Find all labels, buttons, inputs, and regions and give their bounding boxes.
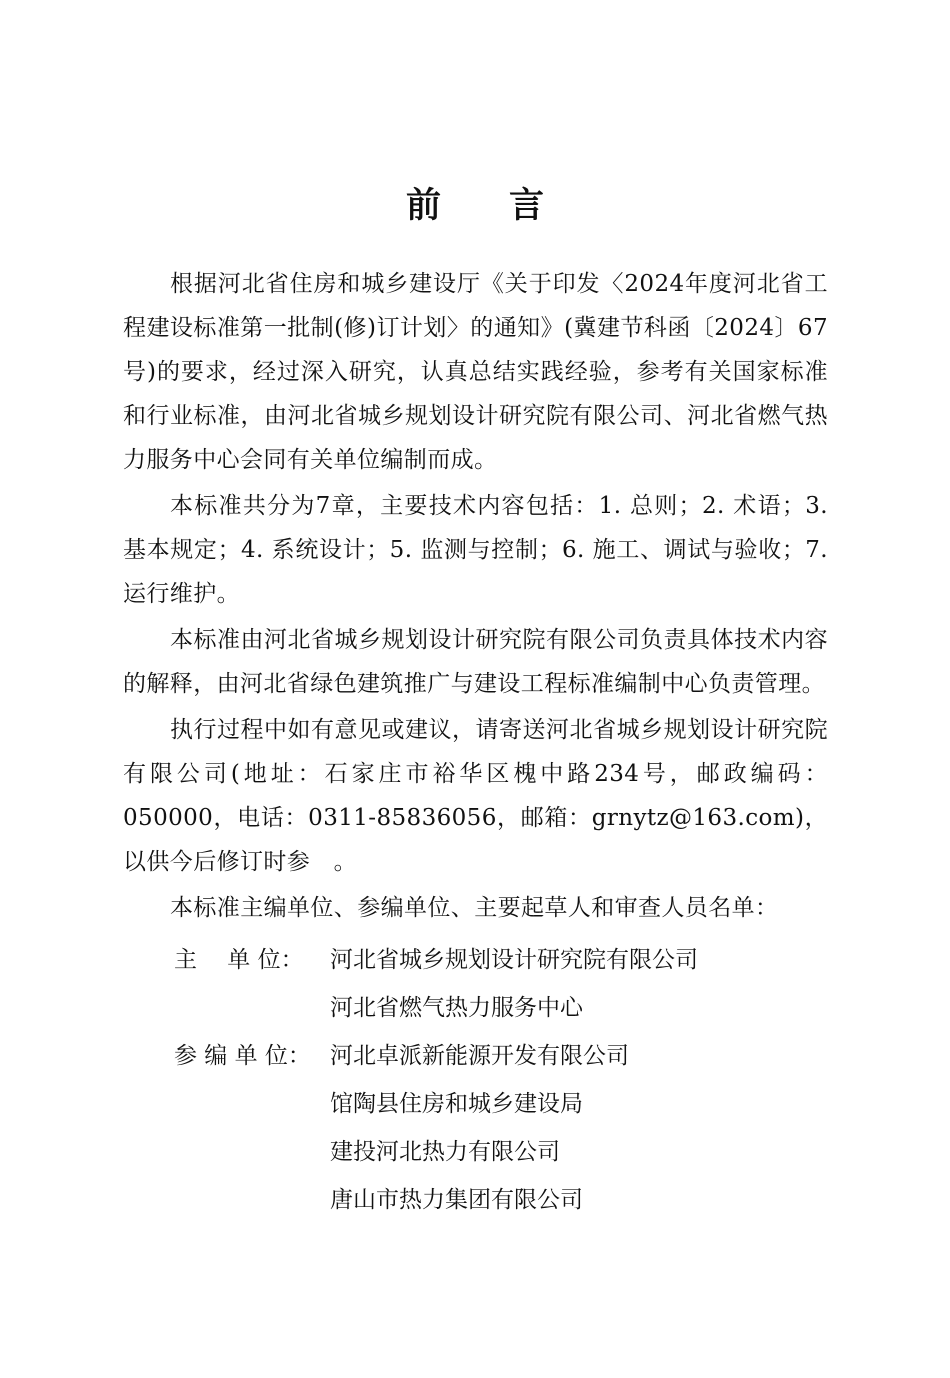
chief-units-values — [330, 936, 828, 1032]
participating-units-values — [330, 1032, 828, 1224]
participating-unit: 河北卓派新能源开发有限公司 — [330, 1043, 629, 1069]
chief-unit: 河北省燃气热力服务中心 — [330, 995, 583, 1021]
paragraph-interpretation: 本标准由河北省城乡规划设计研究院有限公司负责具体技术内容的解释，由河北省绿色建筑推广与建设工程标准编制中心负责管理。 — [123, 627, 828, 697]
participating-units-row — [123, 1032, 828, 1224]
participating-unit: 馆陶县住房和城乡建设局 — [330, 1091, 583, 1117]
chief-units-label: 主 单 位： — [174, 947, 304, 973]
paragraph-contents: 本标准共分为7章，主要技术内容包括：1. 总则；2. 术语；3. 基本规定；4. 系统设计；5. 监测与控制；6. 施工、调试与验收；7. 运行维护。 — [123, 493, 828, 607]
units-list — [123, 936, 828, 1224]
participating-unit: 建投河北热力有限公司 — [330, 1139, 560, 1165]
chief-unit: 河北省城乡规划设计研究院有限公司 — [330, 947, 698, 973]
paragraph-units-intro: 本标准主编单位、参编单位、主要起草人和审查人员名单： — [170, 895, 779, 921]
participating-unit: 唐山市热力集团有限公司 — [330, 1187, 583, 1213]
paragraph-background: 根据河北省住房和城乡建设厅《关于印发〈2024年度河北省工程建设标准第一批制(修)订计划〉的通知》(冀建节科函〔2024〕67号)的要求，经过深入研究，认真总结实践经验，参考有关国家标准和行业标准，由河北省城乡规划设计研究院有限公司、河北省燃气热力服务中心会同有关单位编制而成。 — [123, 271, 828, 473]
page-title: 前言 — [405, 185, 612, 226]
chief-units-row — [123, 936, 828, 1032]
preface-body — [123, 262, 828, 1224]
participating-units-label: 参 编 单 位： — [174, 1043, 311, 1069]
paragraph-feedback: 执行过程中如有意见或建议，请寄送河北省城乡规划设计研究院有限公司(地址：石家庄市裕华区槐中路234号，邮政编码：050000，电话：0311-85836056，邮箱：grnytz@163.com)，以供今后修订时参 。 — [123, 717, 828, 875]
